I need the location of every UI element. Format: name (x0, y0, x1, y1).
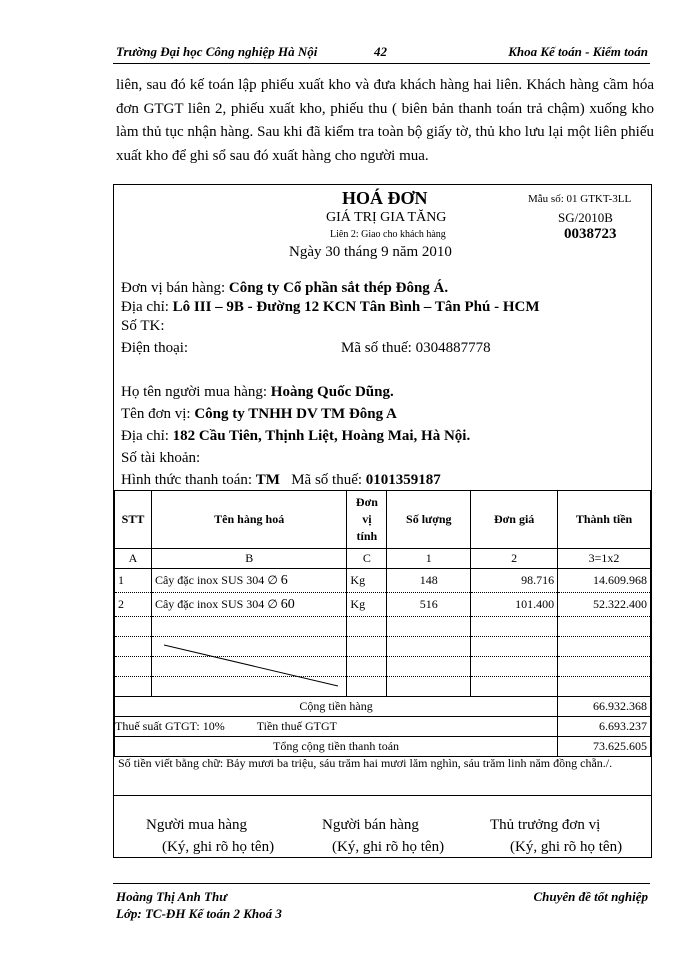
item-size: 6 (280, 572, 288, 588)
payment-label: Hình thức thanh toán: (121, 472, 253, 488)
signature-buyer: Người mua hàng (146, 817, 248, 833)
item-name: Cây đặc inox SUS 304 (154, 596, 265, 611)
row-unit: Kg (347, 593, 387, 617)
invoice-number: 0038723 (564, 226, 617, 242)
buyer-address-label: Địa chỉ: (121, 428, 169, 444)
vat-rate-label: Thuế suất GTGT: 10% (115, 719, 225, 733)
invoice-title: HOÁ ĐƠN (342, 188, 428, 208)
footer-title: Chuyên đề tốt nghiệp (533, 889, 648, 904)
seller-label: Đơn vị bán hàng: (121, 280, 226, 296)
header-page-number: 42 (374, 44, 387, 59)
footer-rule (113, 883, 650, 884)
invoice-subtitle: GIÁ TRỊ GIA TĂNG (326, 210, 447, 225)
total-label: Tổng cộng tiền thanh toán (115, 737, 558, 757)
diameter-icon: ∅ (267, 596, 278, 611)
buyer-account-label: Số tài khoản: (121, 450, 201, 466)
buyer-tax-label: Mã số thuế: (291, 472, 363, 488)
row-amount: 14.609.968 (558, 569, 651, 593)
col-header-amount: Thành tiền (558, 491, 651, 549)
buyer-address: 182 Cầu Tiên, Thịnh Liệt, Hoàng Mai, Hà Nội. (172, 428, 471, 444)
seller-address-label: Địa chỉ: (121, 299, 169, 315)
row-unit: Kg (347, 569, 387, 593)
seller-account-label: Số TK: (121, 318, 165, 334)
col-header-stt: STT (115, 491, 152, 549)
seller-tax-label: Mã số thuế: (341, 340, 412, 356)
words-rule (114, 795, 651, 796)
row-stt: 2 (115, 593, 152, 617)
row-qty: 148 (387, 569, 471, 593)
row-price: 101.400 (471, 593, 558, 617)
diameter-icon: ∅ (267, 572, 278, 587)
item-name: Cây đặc inox SUS 304 (154, 572, 265, 587)
code-c: C (347, 549, 387, 569)
seller-phone-label: Điện thoại: (121, 340, 189, 356)
buyer-name: Hoàng Quốc Dũng. (270, 384, 394, 400)
invoice-copy: Liên 2: Giao cho khách hàng (330, 229, 446, 240)
vat-value: 6.693.237 (558, 717, 651, 737)
header-department: Khoa Kế toán - Kiểm toán (508, 44, 648, 59)
buyer-unit-label: Tên đơn vị: (121, 406, 191, 422)
vat-label: Tiền thuế GTGT (256, 719, 337, 733)
col-header-name: Tên hàng hoá (151, 491, 346, 549)
signature-seller-note: (Ký, ghi rõ họ tên) (332, 839, 445, 855)
code-a: A (115, 549, 152, 569)
payment-method: TM (255, 472, 280, 488)
row-qty: 516 (387, 593, 471, 617)
invoice-form-number: Mẫu số: 01 GTKT-3LL (528, 193, 632, 205)
code-2: 2 (471, 549, 558, 569)
row-price: 98.716 (471, 569, 558, 593)
subtotal-value: 66.932.368 (558, 697, 651, 717)
signature-seller: Người bán hàng (322, 817, 419, 833)
buyer-unit: Công ty TNHH DV TM Đông A (194, 406, 397, 422)
signature-director: Thủ trưởng đơn vị (490, 817, 601, 833)
col-header-price: Đơn giá (471, 491, 558, 549)
item-size: 60 (280, 596, 295, 612)
seller-address: Lô III – 9B - Đường 12 KCN Tân Bình – Tân Phú - HCM (172, 299, 540, 315)
code-3: 3=1x2 (558, 549, 651, 569)
signature-director-note: (Ký, ghi rõ họ tên) (510, 839, 623, 855)
code-b: B (151, 549, 346, 569)
invoice-date: Ngày 30 tháng 9 năm 2010 (289, 244, 452, 260)
seller-tax: 0304887778 (415, 340, 491, 356)
row-amount: 52.322.400 (558, 593, 651, 617)
col-header-unit: Đơn vị tính (347, 491, 387, 549)
footer-author: Hoàng Thị Anh Thư (116, 889, 227, 904)
footer-class: Lớp: TC-ĐH Kế toán 2 Khoá 3 (116, 906, 282, 921)
buyer-tax: 0101359187 (365, 472, 441, 488)
buyer-name-label: Họ tên người mua hàng: (121, 384, 268, 400)
signature-buyer-note: (Ký, ghi rõ họ tên) (162, 839, 275, 855)
body-paragraph: liên, sau đó kế toán lập phiếu xuất kho và đưa khách hàng hai liên. Khách hàng cầm hóa đơn GTGT liên 2, phiếu xuất kho, phiếu thu ( biên bản thanh toán trả chậm) xuống kho làm thủ tục nhận hàng. Sau khi đã kiểm tra toàn bộ giấy tờ, thủ kho lưu lại một liên phiếu xuất kho để ghi sổ sau đó xuất hàng cho người mua. (116, 77, 654, 164)
invoice-series: SG/2010B (558, 210, 613, 225)
header-rule (113, 63, 650, 64)
total-value: 73.625.605 (558, 737, 651, 757)
seller-name: Công ty Cổ phần sắt thép Đông Á. (228, 280, 449, 296)
col-header-qty: Số lượng (387, 491, 471, 549)
invoice (113, 184, 652, 858)
amount-in-words: Số tiền viết bằng chữ: Bảy mươi ba triệu, sáu trăm hai mươi lăm nghìn, sáu trăm linh năm đồng chẵn./. (118, 756, 613, 770)
subtotal-label: Cộng tiền hàng (115, 697, 558, 717)
code-1: 1 (387, 549, 471, 569)
row-stt: 1 (115, 569, 152, 593)
header-school: Trường Đại học Công nghiệp Hà Nội (116, 44, 318, 59)
